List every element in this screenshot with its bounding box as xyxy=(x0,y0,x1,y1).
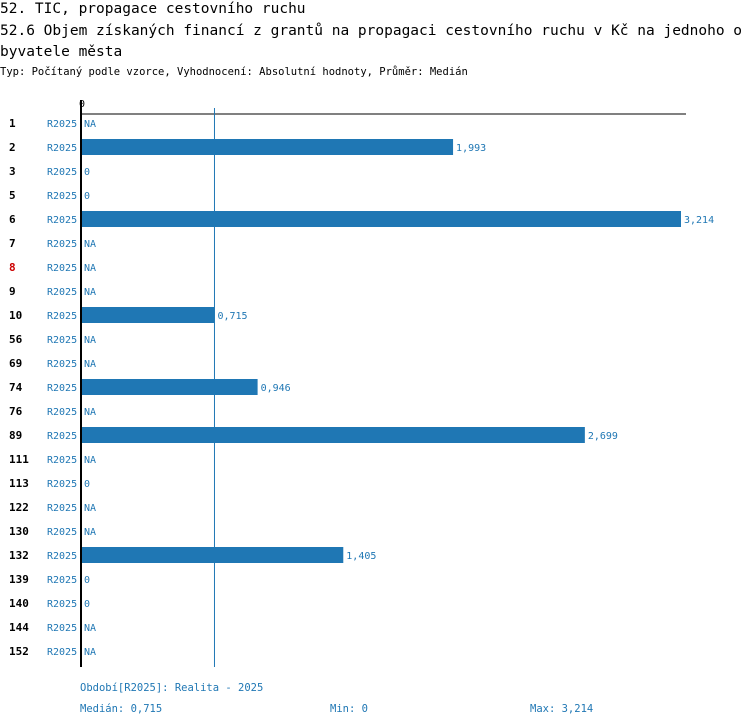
value-label: 0 xyxy=(84,479,91,490)
series-label: R2025 xyxy=(47,623,78,634)
series-label: R2025 xyxy=(47,503,78,514)
value-label: NA xyxy=(84,503,97,514)
value-label: NA xyxy=(84,407,97,418)
value-label: 0,715 xyxy=(217,311,248,322)
value-label: 1,405 xyxy=(346,551,377,562)
value-label: NA xyxy=(84,287,97,298)
value-label: 0,946 xyxy=(260,383,291,394)
row-label: 3 xyxy=(9,165,16,178)
series-label: R2025 xyxy=(47,239,78,250)
series-label: R2025 xyxy=(47,311,78,322)
chart-subtitle: 52.6 Objem získaných financí z grantů na propagaci cestovního ruchu v Kč na jednoho obyvatele města xyxy=(0,23,743,60)
row-label: 111 xyxy=(9,453,29,466)
series-label: R2025 xyxy=(47,215,78,226)
series-label: R2025 xyxy=(47,143,78,154)
series-label: R2025 xyxy=(47,647,78,658)
row-label: 144 xyxy=(9,621,29,634)
row-label: 74 xyxy=(9,381,23,394)
row-label: 69 xyxy=(9,357,23,370)
value-label: 2,699 xyxy=(587,431,618,442)
series-label: R2025 xyxy=(47,575,78,586)
value-label: NA xyxy=(84,239,97,250)
row-label: 2 xyxy=(9,141,16,154)
value-label: 0 xyxy=(84,167,91,178)
row-label: 130 xyxy=(9,525,29,538)
footer-median: Medián: 0,715 xyxy=(80,703,163,715)
value-label: NA xyxy=(84,455,97,466)
series-label: R2025 xyxy=(47,551,78,562)
bar xyxy=(81,547,343,563)
series-label: R2025 xyxy=(47,287,78,298)
row-label: 113 xyxy=(9,477,29,490)
value-label: 0 xyxy=(84,575,91,586)
value-label: NA xyxy=(84,335,97,346)
x-axis-zero-label: 0 xyxy=(79,99,86,110)
series-label: R2025 xyxy=(47,167,78,178)
footer-min: Min: 0 xyxy=(330,703,368,715)
series-label: R2025 xyxy=(47,527,78,538)
bar xyxy=(81,211,681,227)
series-label: R2025 xyxy=(47,383,78,394)
series-label: R2025 xyxy=(47,359,78,370)
row-label: 9 xyxy=(9,285,16,298)
row-label: 10 xyxy=(9,309,23,322)
value-label: NA xyxy=(84,263,97,274)
chart-title: 52. TIC, propagace cestovního ruchu xyxy=(0,1,306,17)
row-label: 5 xyxy=(9,189,16,202)
value-label: NA xyxy=(84,527,97,538)
row-label: 56 xyxy=(9,333,23,346)
series-label: R2025 xyxy=(47,479,78,490)
row-label: 7 xyxy=(9,237,16,250)
value-label: NA xyxy=(84,647,97,658)
value-label: NA xyxy=(84,119,97,130)
row-label: 1 xyxy=(9,117,16,130)
value-label: 0 xyxy=(84,191,91,202)
series-label: R2025 xyxy=(47,119,78,130)
bar xyxy=(81,139,453,155)
value-label: NA xyxy=(84,623,97,634)
row-label: 139 xyxy=(9,573,29,586)
value-label: NA xyxy=(84,359,97,370)
bar xyxy=(81,379,258,395)
series-label: R2025 xyxy=(47,263,78,274)
series-label: R2025 xyxy=(47,455,78,466)
series-label: R2025 xyxy=(47,431,78,442)
value-label: 1,993 xyxy=(456,143,487,154)
row-label: 132 xyxy=(9,549,29,562)
row-label: 140 xyxy=(9,597,29,610)
chart-type-line: Typ: Počítaný podle vzorce, Vyhodnocení: Absolutní hodnoty, Průměr: Medián xyxy=(0,66,468,78)
row-label: 6 xyxy=(9,213,16,226)
series-label: R2025 xyxy=(47,191,78,202)
row-label: 8 xyxy=(9,261,16,274)
footer-period: Období[R2025]: Realita - 2025 xyxy=(80,682,264,694)
series-label: R2025 xyxy=(47,599,78,610)
value-label: 3,214 xyxy=(684,215,715,226)
row-label: 122 xyxy=(9,501,29,514)
row-label: 76 xyxy=(9,405,23,418)
footer-max: Max: 3,214 xyxy=(530,703,594,715)
bar xyxy=(81,307,214,323)
value-label: 0 xyxy=(84,599,91,610)
row-label: 89 xyxy=(9,429,23,442)
bar xyxy=(81,427,585,443)
series-label: R2025 xyxy=(47,407,78,418)
row-label: 152 xyxy=(9,645,29,658)
series-label: R2025 xyxy=(47,335,78,346)
